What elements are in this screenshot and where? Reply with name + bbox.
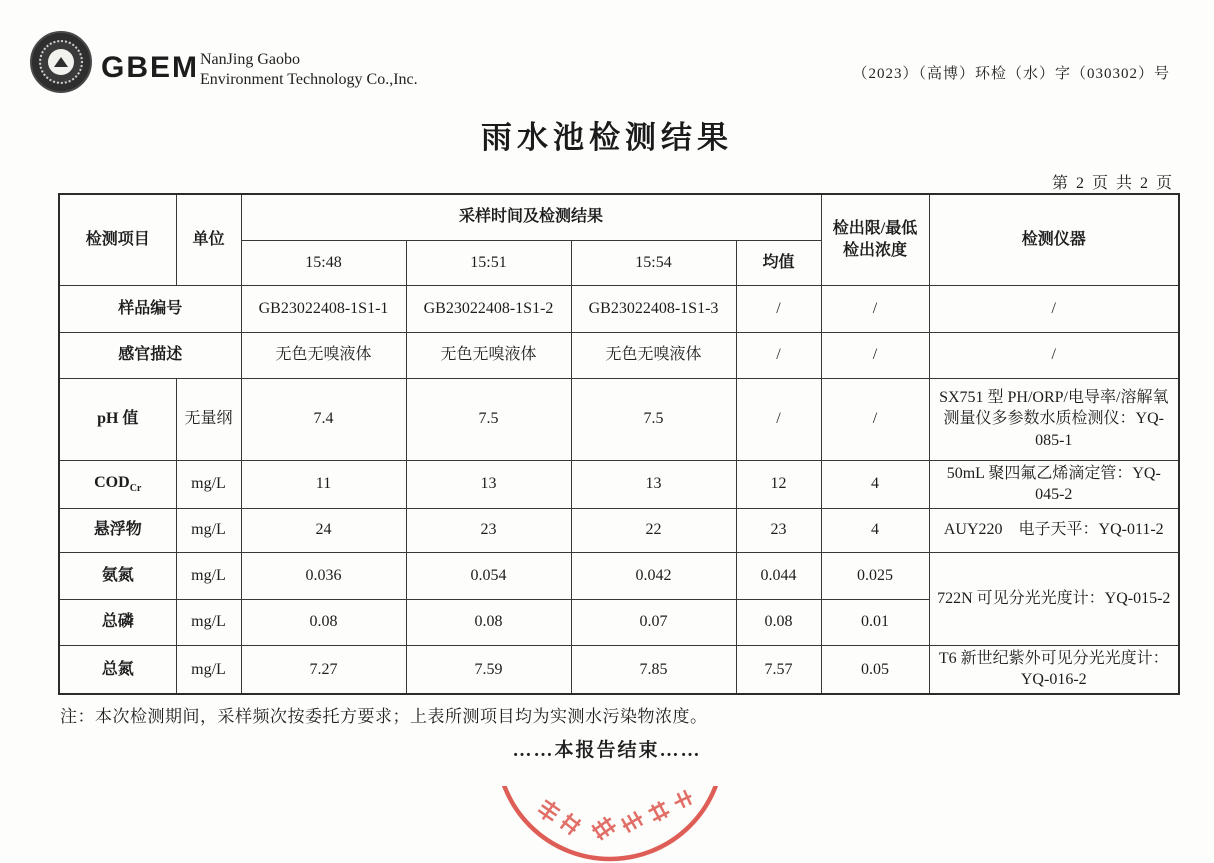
cell-instrument: SX751 型 PH/ORP/电导率/溶解氧测量仪多参数水质检测仪：YQ-085-1 [929,378,1179,460]
col-header-mean: 均值 [736,240,821,285]
cell-value: 0.08 [241,599,406,645]
cell-value: 无色无嗅液体 [571,332,736,378]
cell-instrument: AUY220 电子天平：YQ-011-2 [929,508,1179,552]
cell-value: GB23022408-1S1-3 [571,285,736,332]
page-title: 雨水池检测结果 [481,120,733,155]
results-table [58,193,1180,695]
cell-limit: 4 [821,460,929,508]
table-row-suspended-solids [59,508,1179,552]
table-row-sample-id [59,285,1179,332]
row-label: 氨氮 [59,552,176,599]
page-indicator: 第 2 页 共 2 页 [1051,175,1174,192]
col-header-time1: 15:48 [241,240,406,285]
cell-value: 0.042 [571,552,736,599]
cell-limit: 0.05 [821,645,929,694]
row-label: 感官描述 [59,332,241,378]
cell-value: 7.59 [406,645,571,694]
cell-value: 7.5 [406,378,571,460]
cell-mean: 0.044 [736,552,821,599]
report-end-marker: ……本报告结束…… [512,740,702,761]
logo-ring [39,40,83,84]
table-row-ammonia [59,552,1179,599]
cell-value: 24 [241,508,406,552]
col-header-instrument: 检测仪器 [929,194,1179,285]
cell-unit: mg/L [176,552,241,599]
row-label: 悬浮物 [59,508,176,552]
logo-core [48,49,74,75]
cell-limit: 0.01 [821,599,929,645]
footnote: 注：本次检测期间，采样频次按委托方要求；上表所测项目均为实测水污染物浓度。 [60,707,708,726]
cell-mean: / [736,378,821,460]
cell-value: 无色无嗅液体 [406,332,571,378]
cell-value: 13 [406,460,571,508]
row-label: pH 值 [59,378,176,460]
red-seal-svg [486,786,736,863]
cell-limit: / [821,378,929,460]
table-row-ph [59,378,1179,460]
cell-value: 11 [241,460,406,508]
brand-text: GBEM [101,51,199,84]
col-header-unit: 单位 [176,194,241,285]
cell-unit: 无量纲 [176,378,241,460]
cell-value: GB23022408-1S1-1 [241,285,406,332]
cell-instrument: 50mL 聚四氟乙烯滴定管：YQ-045-2 [929,460,1179,508]
table-header-row-1 [59,194,1179,240]
cell-value: 7.5 [571,378,736,460]
table-row-total-nitrogen [59,645,1179,694]
cell-unit: mg/L [176,645,241,694]
col-header-item: 检测项目 [59,194,176,285]
company-name [200,50,418,90]
col-header-time3: 15:54 [571,240,736,285]
row-label [59,460,176,508]
table-row-cod [59,460,1179,508]
table-row-sensory [59,332,1179,378]
col-header-time2: 15:51 [406,240,571,285]
cell-limit: 0.025 [821,552,929,599]
cell-limit: / [821,285,929,332]
cell-value: 0.054 [406,552,571,599]
row-label: 样品编号 [59,285,241,332]
cell-value: 13 [571,460,736,508]
logo-emblem [54,57,68,67]
cell-value: 0.08 [406,599,571,645]
cell-instrument: 722N 可见分光光度计：YQ-015-2 [929,552,1179,645]
company-logo-icon [30,31,92,93]
cod-label: COD [94,474,130,492]
cell-instrument: T6 新世纪紫外可见分光光度计：YQ-016-2 [929,645,1179,694]
cell-value: GB23022408-1S1-2 [406,285,571,332]
document-number: （2023）（高博）环检（水）字（030302）号 [852,66,1170,82]
cell-mean: 23 [736,508,821,552]
cell-mean: / [736,332,821,378]
cell-value: 23 [406,508,571,552]
cell-value: 7.4 [241,378,406,460]
cod-label-subscript: Cr [129,483,142,495]
col-header-sampling: 采样时间及检测结果 [241,194,821,240]
row-label: 总氮 [59,645,176,694]
cell-unit: mg/L [176,599,241,645]
cell-limit: 4 [821,508,929,552]
cell-mean: / [736,285,821,332]
cell-value: 7.85 [571,645,736,694]
company-name-line1: NanJing Gaobo [200,51,300,68]
cell-value: 0.036 [241,552,406,599]
company-name-line2: Environment Technology Co.,Inc. [200,71,418,88]
cell-mean: 0.08 [736,599,821,645]
red-seal-icon [486,786,736,863]
cell-value: 22 [571,508,736,552]
row-label: 总磷 [59,599,176,645]
cell-mean: 12 [736,460,821,508]
cell-mean: 7.57 [736,645,821,694]
cell-instrument: / [929,285,1179,332]
cell-instrument: / [929,332,1179,378]
cell-value: 0.07 [571,599,736,645]
cell-value: 无色无嗅液体 [241,332,406,378]
col-header-detection-limit: 检出限/最低检出浓度 [821,194,929,285]
cell-limit: / [821,332,929,378]
cell-unit: mg/L [176,460,241,508]
cell-unit: mg/L [176,508,241,552]
cell-value: 7.27 [241,645,406,694]
